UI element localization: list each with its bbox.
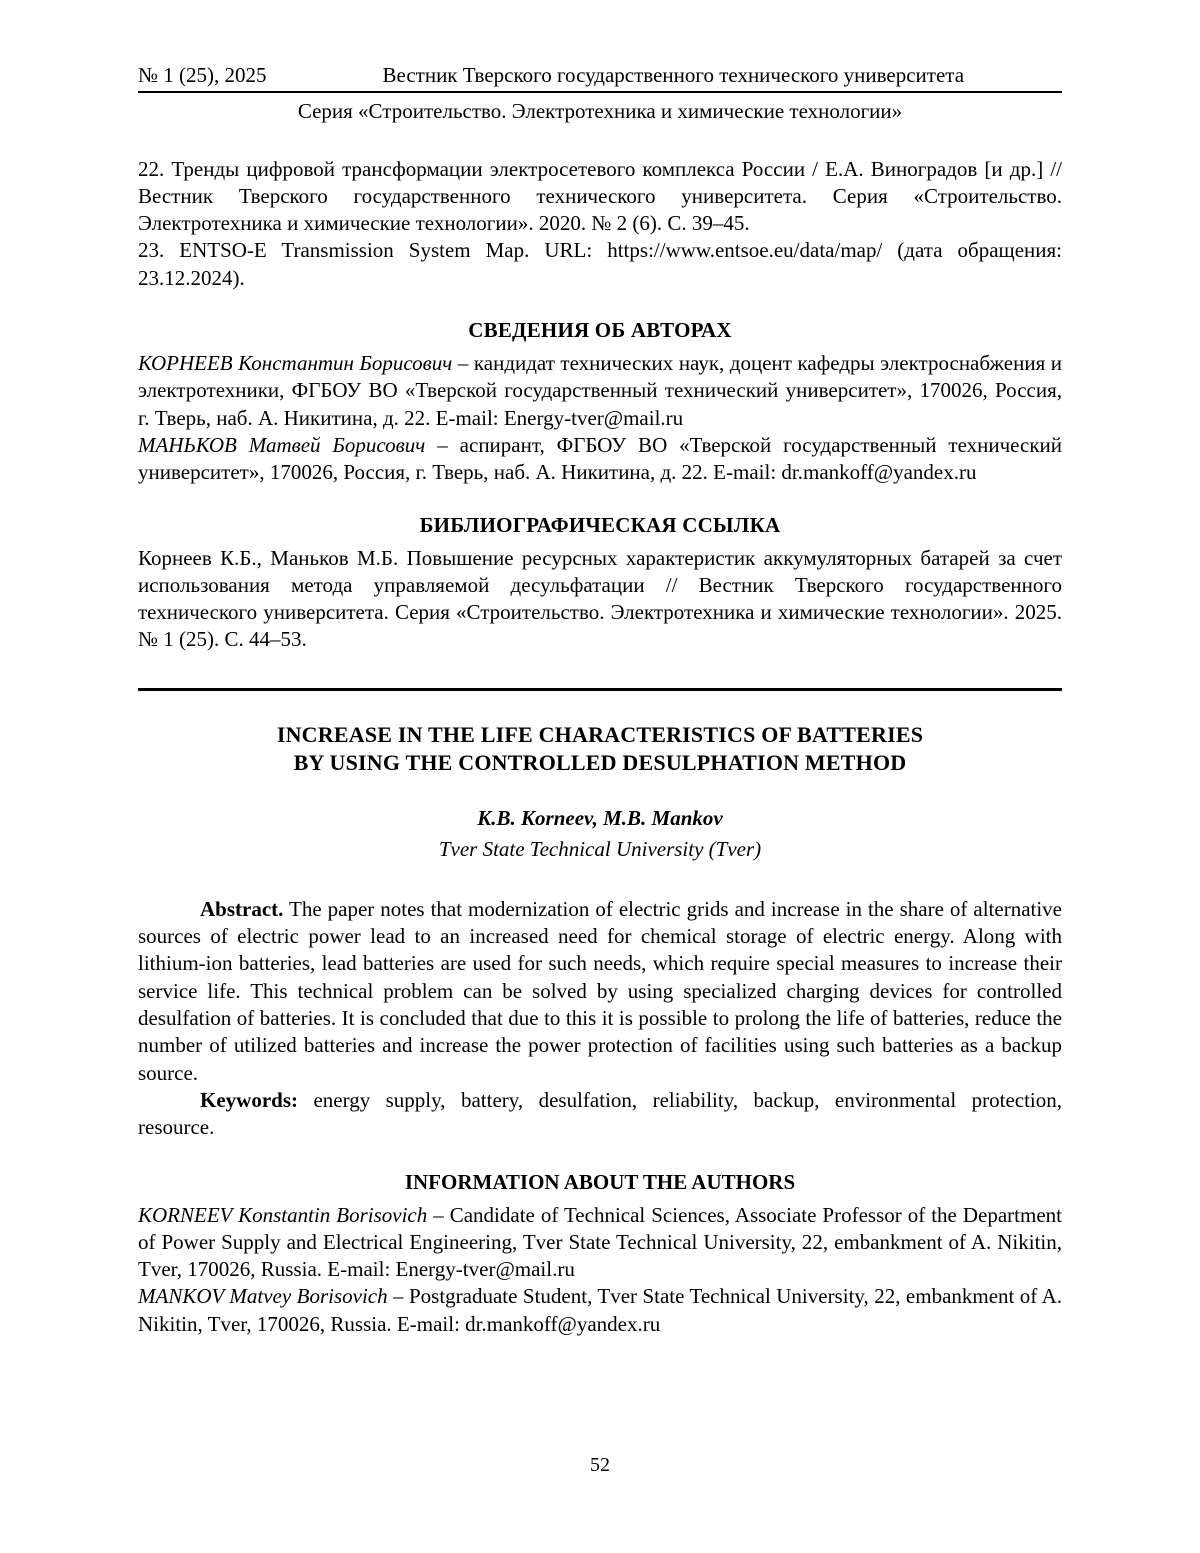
- english-title-line-1: INCREASE IN THE LIFE CHARACTERISTICS OF BATTERIES: [276, 721, 924, 747]
- journal-title: Вестник Тверского государственного технического университета: [382, 63, 965, 87]
- author-name: KORNEEV Konstantin Borisovich: [138, 1202, 428, 1227]
- citation-text: Корнеев К.Б., Маньков М.Б. Повышение ресурсных характеристик аккумуляторных батарей за счет использования метода управляемой десульфатации // Вестник Тверского государственного технического университета. Серия «Строительство. Электротехника и химические технологии». 2025. № 1 (25). С. 44–53.: [138, 545, 1062, 652]
- keywords-paragraph: [138, 1087, 1062, 1142]
- author-entry: [138, 432, 1062, 487]
- citation-ru-heading: БИБЛИОГРАФИЧЕСКАЯ ССЫЛКА: [419, 512, 781, 537]
- abstract-label: Abstract.: [200, 896, 284, 921]
- author-entry: [138, 1202, 1062, 1284]
- reference-item: 22. Тренды цифровой трансформации электросетевого комплекса России / Е.А. Виноградов [и др.] // Вестник Тверского государственного технического университета. Серия «Строительство. Электротехника и химические технологии». 2020. № 2 (6). С. 39–45.: [138, 156, 1062, 236]
- english-title-line-2: BY USING THE CONTROLLED DESULPHATION METHOD: [293, 750, 907, 776]
- page-header: [138, 62, 1062, 88]
- journal-series: Серия «Строительство. Электротехника и химические технологии»: [297, 99, 903, 124]
- author-name: MANKOV Matvey Borisovich: [138, 1284, 388, 1309]
- author-name: МАНЬКОВ Матвей Борисович: [138, 432, 426, 457]
- english-affiliation: Tver State Technical University (Tver): [438, 836, 762, 861]
- reference-item: 23. ENTSO-E Transmission System Map. URL: https://www.entsoe.eu/data/map/ (дата обращения: 23.12.2024).: [138, 238, 1062, 290]
- author-details: – Postgraduate Student, Tver State Technical University, 22, embankment of A. Nikitin, Tver, 170026, Russia. E-mail: dr.mankoff@yandex.ru: [138, 1284, 1062, 1336]
- authors-ru-heading: СВЕДЕНИЯ ОБ АВТОРАХ: [468, 318, 732, 343]
- section-divider: [138, 688, 1062, 691]
- author-details: – аспирант, ФГБОУ ВО «Тверской государственный технический университет», 170026, Россия, г. Тверь, наб. А. Никитина, д. 22. E-mail: dr.mankoff@yandex.ru: [138, 432, 1062, 485]
- english-authors: K.B. Korneev, M.B. Mankov: [477, 805, 723, 830]
- author-details: – кандидат технических наук, доцент кафедры электроснабжения и электротехники, ФГБОУ ВО «Тверской государственный технический университет», 170026, Россия, г. Тверь, наб. А. Никитина, д. 22. E-mail: Energy-tver@mail.ru: [138, 351, 1062, 430]
- authors-en-block: [138, 1202, 1062, 1338]
- author-details: – Candidate of Technical Sciences, Associate Professor of the Department of Power Supply and Electrical Engineering, Tver State Technical University, 22, embankment of A. Nikitin, Tver, 170026, Russia. E-mail: Energy-tver@mail.ru: [138, 1202, 1062, 1282]
- page-content: [138, 62, 1062, 1338]
- keywords-text: energy supply, battery, desulfation, reliability, backup, environmental protection, resource.: [138, 1087, 1062, 1140]
- english-title: [138, 721, 1062, 778]
- abstract-paragraph: [138, 896, 1062, 1087]
- keywords-label: Keywords:: [200, 1087, 298, 1112]
- authors-ru-block: [138, 350, 1062, 486]
- author-entry: [138, 1283, 1062, 1338]
- page-number: 52: [590, 1454, 610, 1476]
- author-name: КОРНЕЕВ Константин Борисович: [138, 351, 453, 376]
- authors-en-heading: INFORMATION ABOUT THE AUTHORS: [404, 1169, 796, 1194]
- author-entry: [138, 350, 1062, 432]
- issue-number: № 1 (25), 2025: [138, 63, 267, 87]
- citation-ru-block: [138, 545, 1062, 654]
- abstract-text: The paper notes that modernization of electric grids and increase in the share of alternative sources of electric power lead to an increased need for chemical storage of electric energy. Along with lithium-ion batteries, lead batteries are used for such needs, which require special measures to increase their service life. This technical problem can be solved by using specialized charging devices for controlled desulfation of batteries. It is concluded that due to this it is possible to prolong the life of batteries, reduce the number of utilized batteries and increase the power protection of facilities using such batteries as a backup source.: [138, 896, 1062, 1085]
- header-rule: [138, 91, 1062, 93]
- reference-list: [138, 156, 1062, 292]
